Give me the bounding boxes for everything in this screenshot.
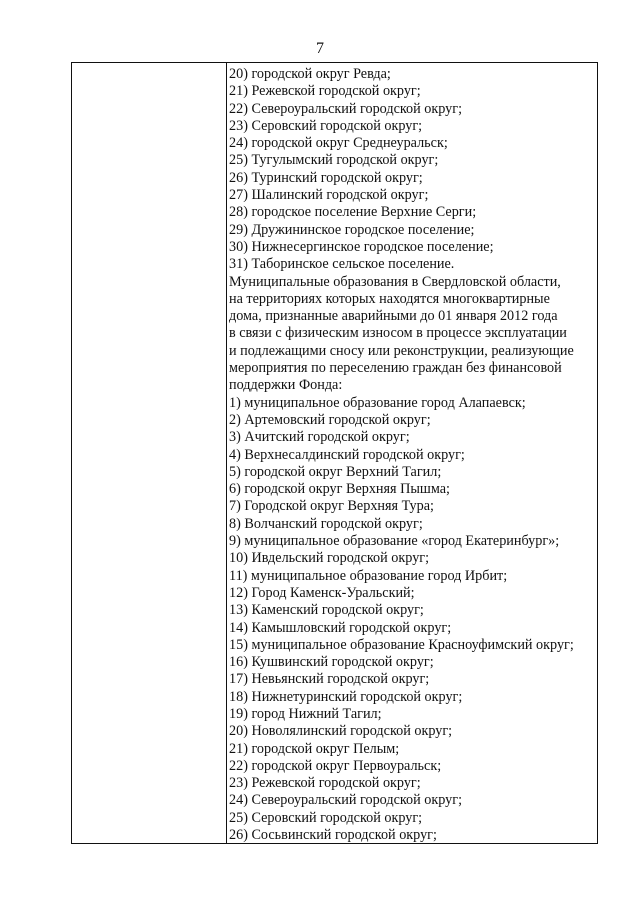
list-item: 17) Невьянский городской округ; bbox=[229, 671, 430, 688]
list-item: 22) Североуральский городской округ; bbox=[229, 100, 463, 117]
list-item: 9) муниципальное образование «город Екатеринбург»; bbox=[229, 533, 560, 550]
list-item: 20) городской округ Ревда; bbox=[229, 66, 391, 82]
list-item: 15) муниципальное образование Красноуфимский округ; bbox=[229, 636, 574, 653]
list-item: 22) городской округ Первоуральск; bbox=[229, 757, 442, 774]
second-list bbox=[229, 395, 595, 845]
list-item: 3) Ачитский городской округ; bbox=[229, 429, 410, 446]
list-item: 24) городской округ Среднеуральск; bbox=[229, 135, 448, 152]
continuation-list bbox=[229, 66, 595, 274]
list-item: 5) городской округ Верхний Тагил; bbox=[229, 463, 442, 480]
section-heading-line: Муниципальные образования в Свердловской области, bbox=[229, 273, 561, 290]
list-item: 12) Город Каменск-Уральский; bbox=[229, 584, 415, 601]
list-item: 30) Нижнесергинское городское поселение; bbox=[229, 238, 494, 255]
list-item: 19) город Нижний Тагил; bbox=[229, 705, 382, 722]
list-item: 14) Камышловский городской округ; bbox=[229, 619, 452, 636]
list-item: 6) городской округ Верхняя Пышма; bbox=[229, 481, 450, 498]
list-item: 4) Верхнесалдинский городской округ; bbox=[229, 446, 465, 463]
section-heading-line: дома, признанные аварийными до 01 января 2012 года bbox=[229, 308, 558, 325]
list-item: 11) муниципальное образование город Ирбит; bbox=[229, 567, 508, 584]
list-item: 21) Режевской городской округ; bbox=[229, 83, 421, 100]
list-item: 28) городское поселение Верхние Серги; bbox=[229, 204, 477, 221]
list-item: 29) Дружининское городское поселение; bbox=[229, 221, 475, 238]
section-heading bbox=[229, 274, 595, 395]
list-item: 20) Новолялинский городской округ; bbox=[229, 723, 453, 740]
section-heading-line: на территориях которых находятся многоквартирные bbox=[229, 290, 550, 307]
list-item: 1) муниципальное образование город Алапаевск; bbox=[229, 394, 526, 411]
list-item: 2) Артемовский городской округ; bbox=[229, 411, 431, 428]
section-heading-line: и подлежащими сносу или реконструкции, реализующие bbox=[229, 342, 574, 359]
list-item: 21) городской округ Пелым; bbox=[229, 740, 400, 757]
section-heading-line: мероприятия по переселению граждан без финансовой bbox=[229, 360, 562, 377]
page-number: 7 bbox=[316, 40, 324, 57]
list-item: 16) Кушвинский городской округ; bbox=[229, 654, 434, 671]
list-item: 25) Тугулымский городской округ; bbox=[229, 152, 439, 169]
column-divider bbox=[226, 63, 227, 843]
list-item: 18) Нижнетуринский городской округ; bbox=[229, 688, 463, 705]
section-heading-line: поддержки Фонда: bbox=[229, 377, 343, 394]
municipalities-table bbox=[71, 62, 598, 844]
list-item: 31) Таборинское сельское поселение. bbox=[229, 256, 455, 273]
municipalities-cell bbox=[229, 66, 595, 844]
list-item: 23) Режевской городской округ; bbox=[229, 775, 421, 792]
list-item: 26) Сосьвинский городской округ; bbox=[229, 827, 437, 844]
list-item: 7) Городской округ Верхняя Тура; bbox=[229, 498, 434, 515]
list-item: 13) Каменский городской округ; bbox=[229, 602, 424, 619]
list-item: 27) Шалинский городской округ; bbox=[229, 187, 429, 204]
section-heading-line: в связи с физическим износом в процессе эксплуатации bbox=[229, 325, 567, 342]
list-item: 23) Серовский городской округ; bbox=[229, 117, 423, 134]
list-item: 10) Ивдельский городской округ; bbox=[229, 550, 430, 567]
list-item: 24) Североуральский городской округ; bbox=[229, 792, 463, 809]
list-item: 25) Серовский городской округ; bbox=[229, 809, 423, 826]
list-item: 26) Туринский городской округ; bbox=[229, 169, 423, 186]
list-item: 8) Волчанский городской округ; bbox=[229, 515, 423, 532]
